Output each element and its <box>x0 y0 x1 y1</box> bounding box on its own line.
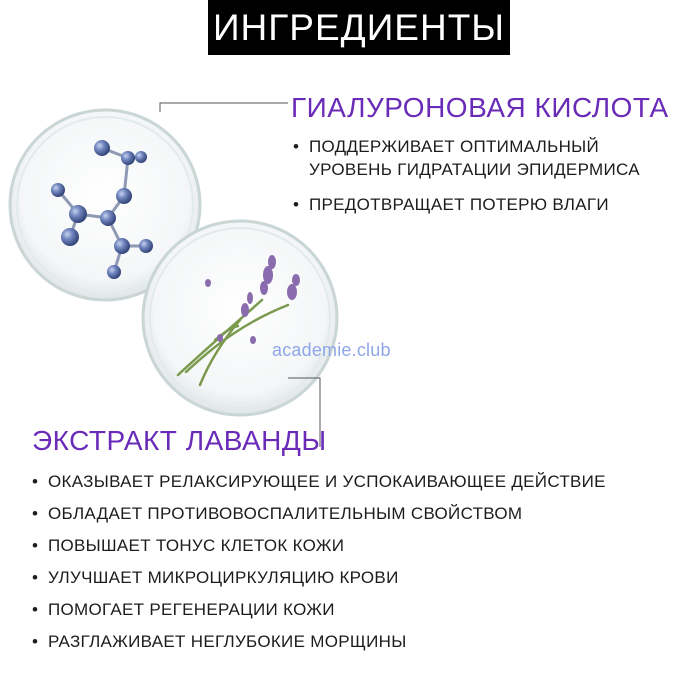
watermark: academie.club <box>272 340 391 360</box>
list-item-text: УРОВЕНЬ ГИДРАТАЦИИ ЭПИДЕРМИСА <box>309 160 640 179</box>
lavender-extract-heading: ЭКСТРАКТ ЛАВАНДЫ <box>32 425 327 456</box>
list-item: • ПОВЫШАЕТ ТОНУС КЛЕТОК КОЖИ <box>30 534 606 557</box>
list-item <box>291 135 640 181</box>
list-item-text: ПРЕДОТВРАЩАЕТ ПОТЕРЮ ВЛАГИ <box>309 195 609 214</box>
list-item: • УЛУЧШАЕТ МИКРОЦИРКУЛЯЦИЮ КРОВИ <box>30 566 606 589</box>
list-item-text: ПОДДЕРЖИВАЕТ ОПТИМАЛЬНЫЙ <box>309 137 600 156</box>
list-item: • РАЗГЛАЖИВАЕТ НЕГЛУБОКИЕ МОРЩИНЫ <box>30 630 606 653</box>
lavender-benefits-list <box>30 470 606 653</box>
list-item <box>291 193 640 216</box>
hyaluronic-benefits-list <box>291 135 640 216</box>
hyaluronic-acid-heading: ГИАЛУРОНОВАЯ КИСЛОТА <box>291 92 669 123</box>
list-item: • ОКАЗЫВАЕТ РЕЛАКСИРУЮЩЕЕ И УСПОКАИВАЮЩЕЕ ДЕЙСТВИЕ <box>30 470 606 493</box>
list-item: • ПОМОГАЕТ РЕГЕНЕРАЦИИ КОЖИ <box>30 598 606 621</box>
list-item: • ОБЛАДАЕТ ПРОТИВОВОСПАЛИТЕЛЬНЫМ СВОЙСТВОМ <box>30 502 606 525</box>
page-title: ИНГРЕДИЕНТЫ <box>212 6 506 48</box>
petri-dish-lavender-icon <box>143 221 337 415</box>
